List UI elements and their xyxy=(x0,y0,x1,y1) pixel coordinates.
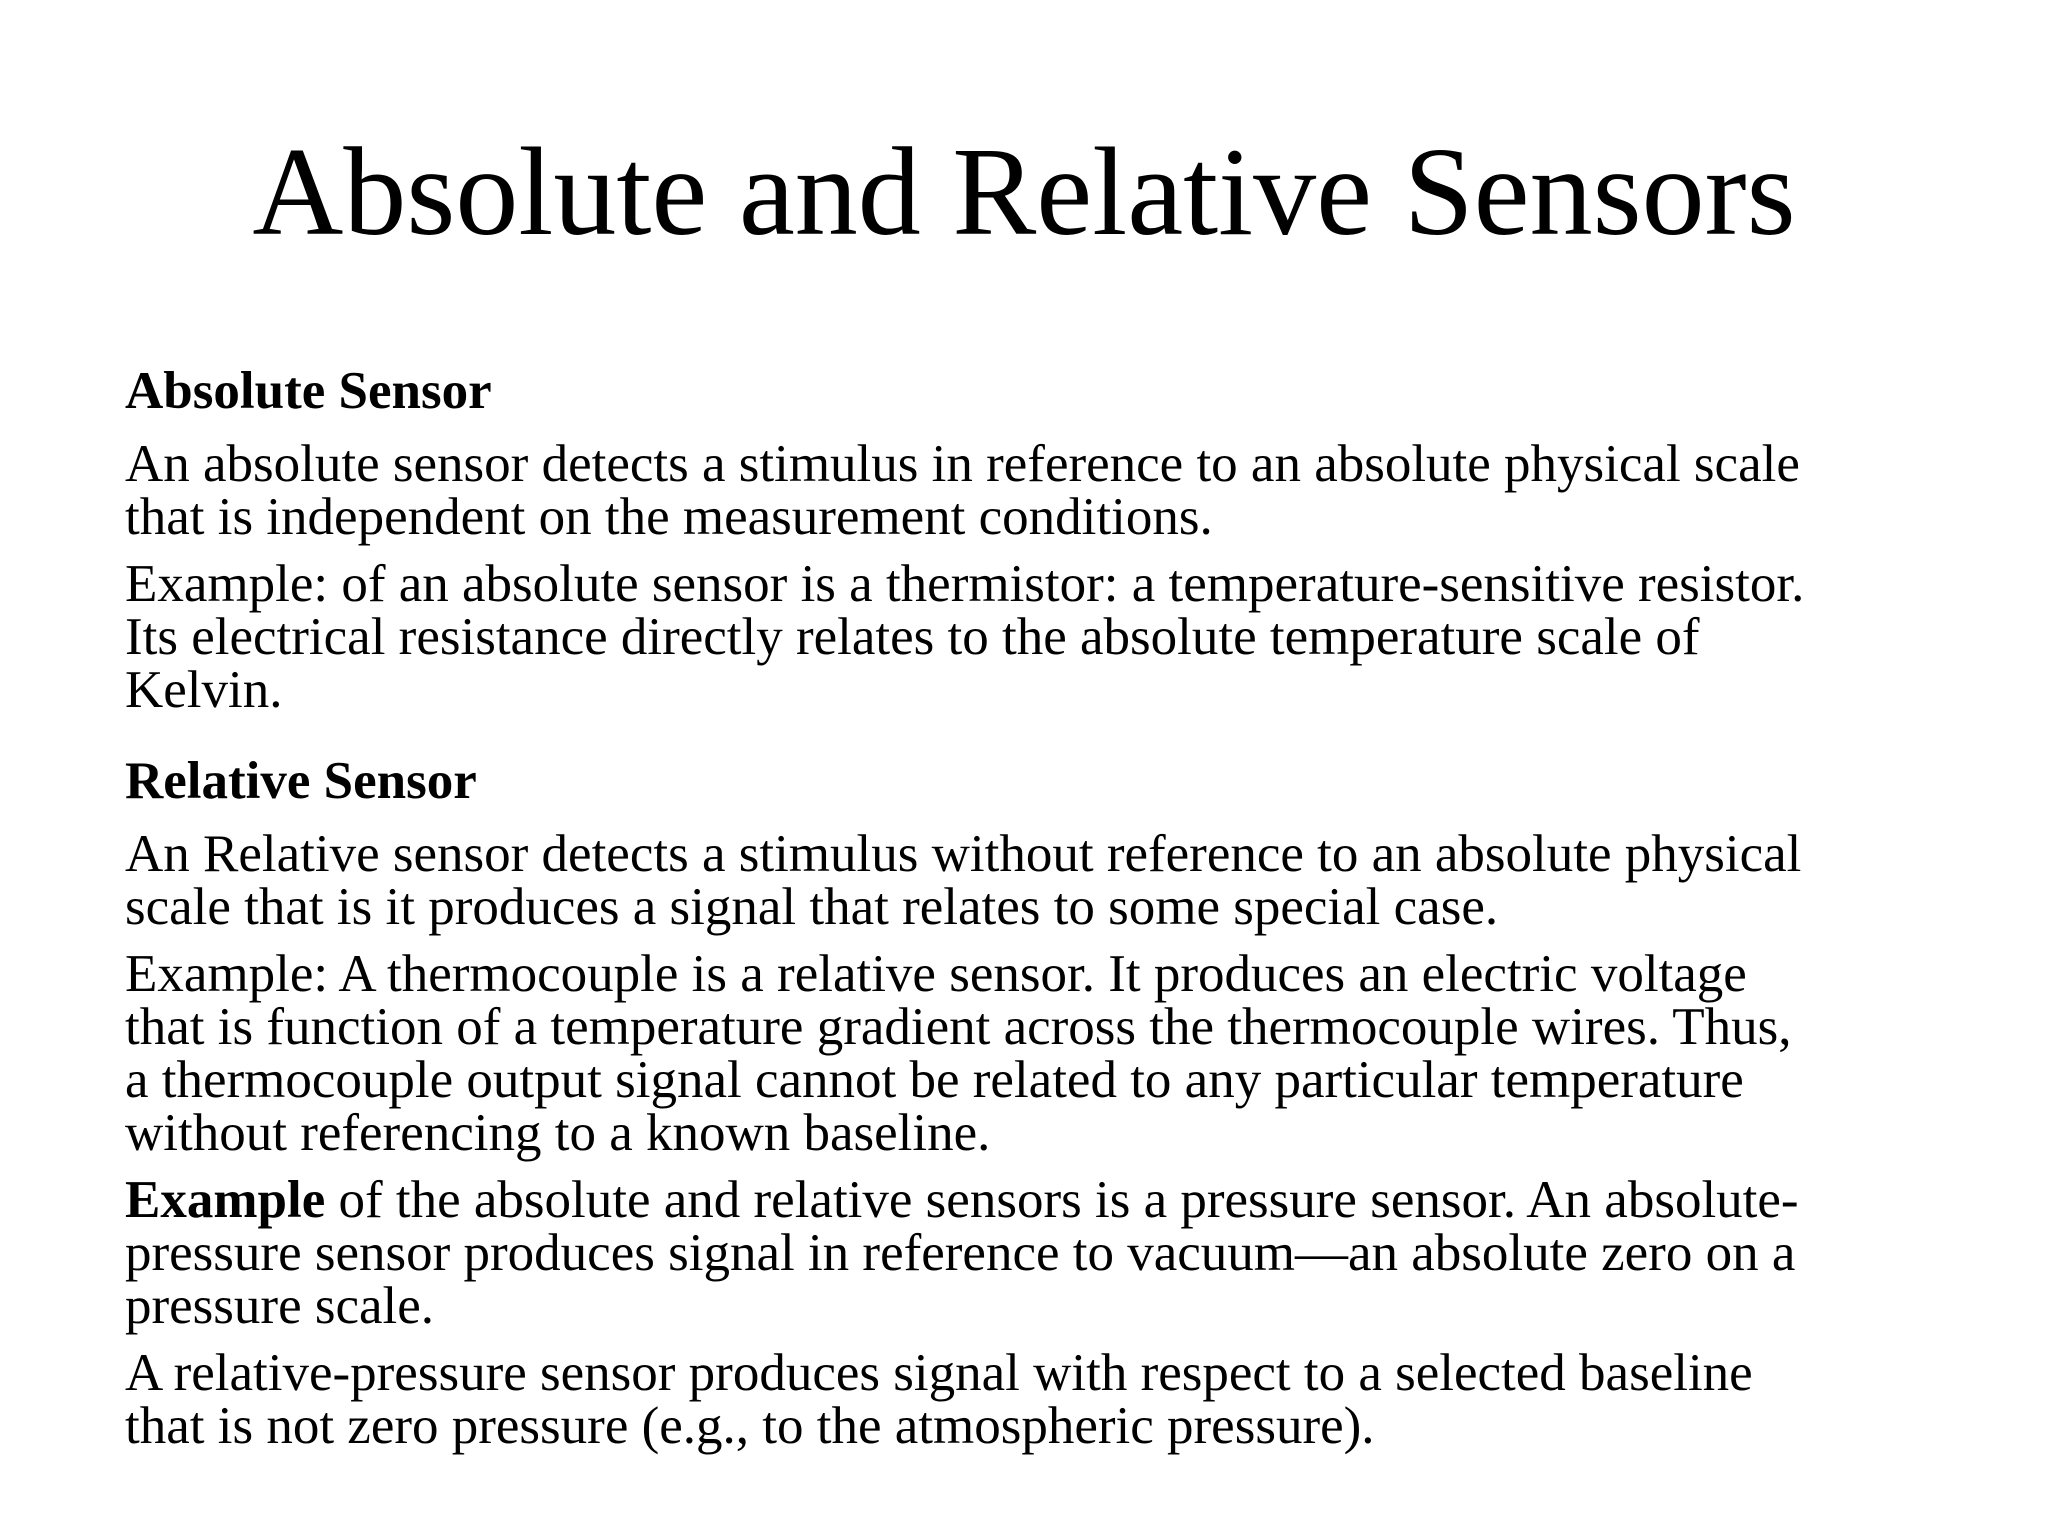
text-line: pressure scale. xyxy=(125,1277,435,1335)
text-line: Example: A thermocouple is a relative sensor. It produces an electric voltage xyxy=(125,945,1747,1003)
text-line: An Relative sensor detects a stimulus without reference to an absolute physical xyxy=(125,825,1802,883)
text-line xyxy=(125,1171,2005,1229)
text-line: Example: of an absolute sensor is a thermistor: a temperature-sensitive resistor. xyxy=(125,555,1805,613)
absolute-sensor-definition xyxy=(125,435,2005,546)
pressure-sensor-example xyxy=(125,1171,2005,1335)
text-line: A relative-pressure sensor produces signal with respect to a selected baseline xyxy=(125,1344,1753,1402)
text-line: Its electrical resistance directly relates to the absolute temperature scale of xyxy=(125,608,1700,666)
relative-sensor-definition xyxy=(125,825,2005,936)
relative-pressure-sensor xyxy=(125,1344,2005,1455)
text-line: Kelvin. xyxy=(125,661,283,719)
relative-sensor-heading: Relative Sensor xyxy=(125,752,477,810)
example-bold-lead: Example xyxy=(125,1171,326,1229)
slide-body xyxy=(125,362,2005,1455)
example-line-rest: of the absolute and relative sensors is a pressure sensor. An absolute- xyxy=(325,1171,1799,1229)
relative-sensor-example xyxy=(125,945,2005,1162)
text-line: scale that is it produces a signal that relates to some special case. xyxy=(125,878,1499,936)
absolute-sensor-example xyxy=(125,555,2005,719)
slide-title: Absolute and Relative Sensors xyxy=(252,123,1796,262)
text-line: that is function of a temperature gradient across the thermocouple wires. Thus, xyxy=(125,998,1792,1056)
text-line: that is not zero pressure (e.g., to the atmospheric pressure). xyxy=(125,1397,1375,1455)
text-line: An absolute sensor detects a stimulus in reference to an absolute physical scale xyxy=(125,435,1800,493)
text-line: that is independent on the measurement conditions. xyxy=(125,488,1213,546)
text-line: without referencing to a known baseline. xyxy=(125,1104,991,1162)
text-line: a thermocouple output signal cannot be related to any particular temperature xyxy=(125,1051,1744,1109)
text-line: pressure sensor produces signal in reference to vacuum—an absolute zero on a xyxy=(125,1224,1796,1282)
absolute-sensor-heading: Absolute Sensor xyxy=(125,362,492,420)
